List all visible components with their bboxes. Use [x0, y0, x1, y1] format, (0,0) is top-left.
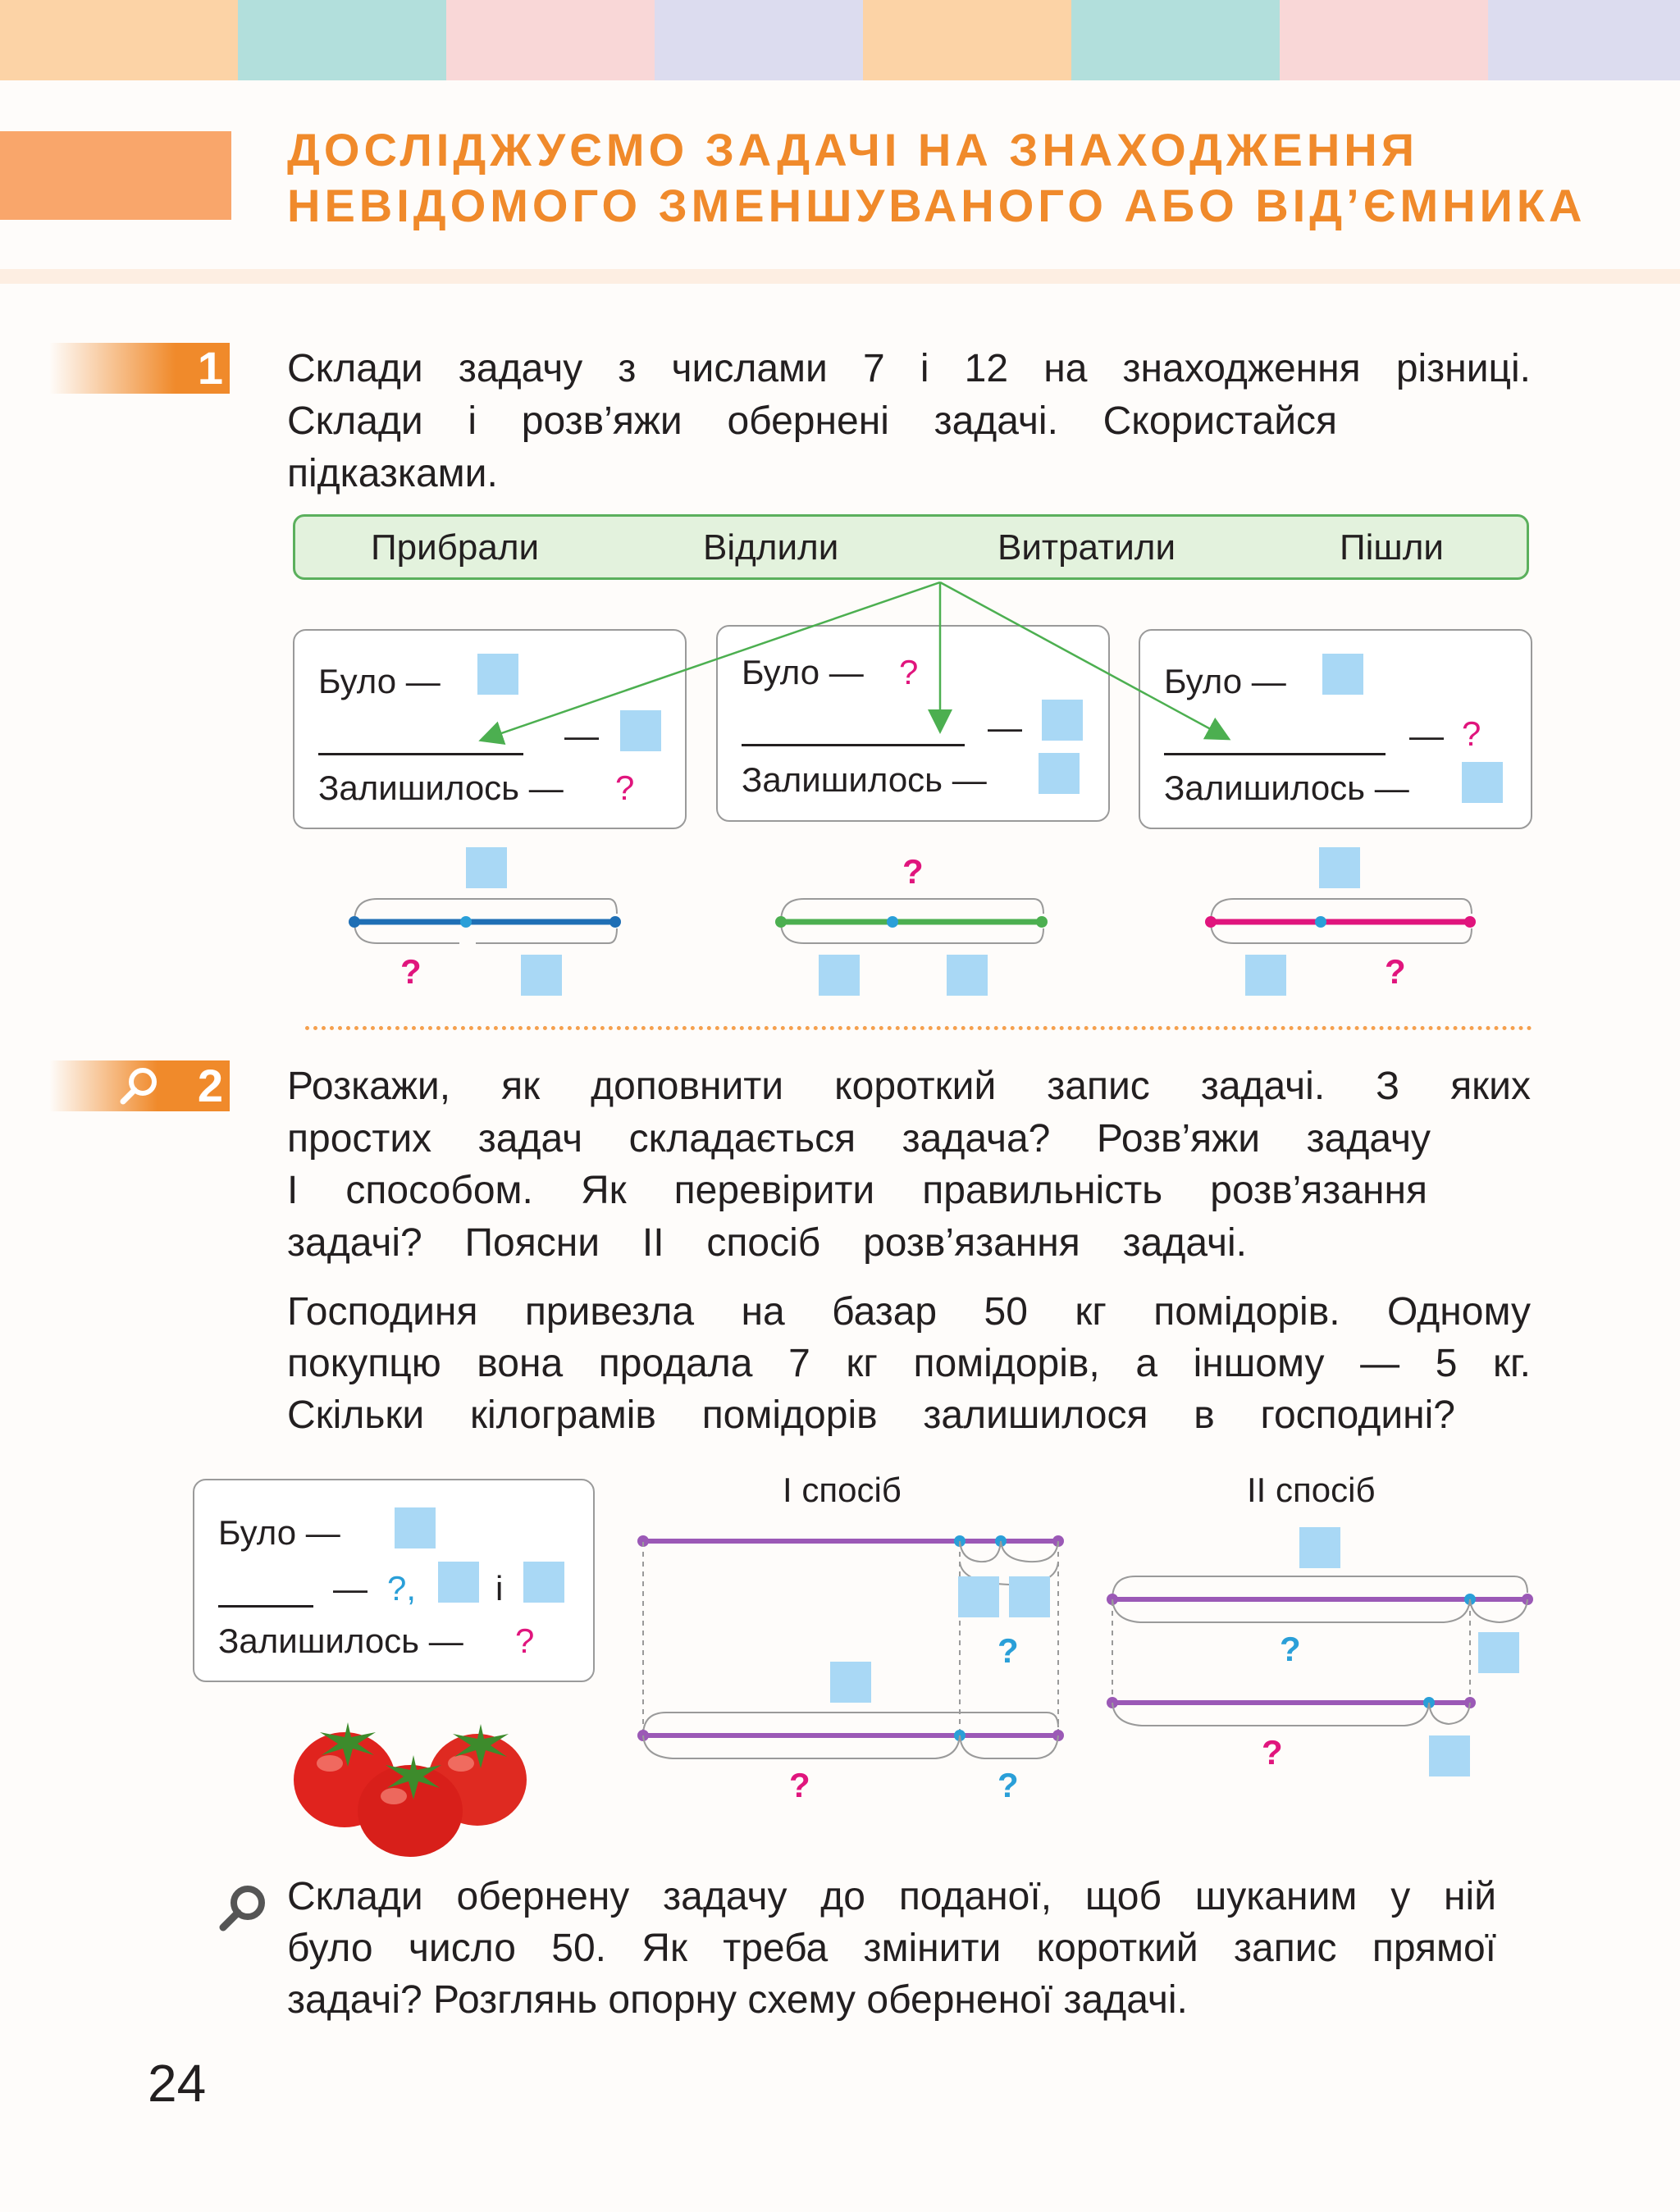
- task1-line: підказками.: [287, 452, 498, 495]
- question-mark: ?: [615, 768, 635, 807]
- question-mark: ?: [899, 653, 919, 691]
- hint-word: Пішли: [1340, 527, 1444, 568]
- task1-line: Склади задачу з числами 7 і 12 на знаходження різниці.: [287, 347, 1531, 390]
- task2-intro-line: простих задач складається задача? Розв’яжи задачу: [287, 1117, 1431, 1161]
- question-mark: ?: [998, 1631, 1019, 1670]
- hint-word: Відлили: [703, 527, 839, 568]
- dash: —: [333, 1569, 368, 1608]
- question-mark: ?: [1385, 952, 1406, 991]
- question-mark: ?: [1280, 1630, 1301, 1668]
- page-title-line1: ДОСЛІДЖУЄМО ЗАДАЧІ НА ЗНАХОДЖЕННЯ: [287, 124, 1418, 176]
- left-label: Залишилось —: [742, 760, 987, 799]
- task3-line: Склади обернену задачу до поданої, щоб шуканим у ній: [287, 1875, 1496, 1918]
- and-label: і: [495, 1569, 504, 1608]
- question-mark: ?: [400, 952, 422, 991]
- method-2-label: ІІ спосіб: [1247, 1471, 1376, 1509]
- answer-box: [1009, 1576, 1050, 1617]
- question-mark: ?: [515, 1621, 535, 1660]
- answer-box: [958, 1576, 999, 1617]
- problem-line: Скільки кілограмів помідорів залишилося в господині?: [287, 1393, 1455, 1437]
- page-title-line2: НЕВІДОМОГО ЗМЕНШУВАНОГО АБО ВІД’ЄМНИКА: [287, 180, 1586, 231]
- question-mark: ?: [1462, 714, 1481, 753]
- left-label: Залишилось —: [318, 768, 564, 807]
- left-label: Залишилось —: [218, 1621, 463, 1660]
- problem-line: Господиня привезла на базар 50 кг помідорів. Одному: [287, 1290, 1531, 1334]
- answer-box: [1478, 1632, 1519, 1673]
- question-mark: ?,: [387, 1569, 417, 1608]
- question-mark: ?: [789, 1766, 810, 1804]
- dash: —: [988, 708, 1022, 746]
- problem-line: покупцю вона продала 7 кг помідорів, а іншому — 5 кг.: [287, 1342, 1531, 1385]
- was-label: Було —: [1164, 662, 1286, 700]
- answer-box: [830, 1662, 871, 1703]
- task-number: 2: [197, 1060, 223, 1111]
- question-mark: ?: [998, 1766, 1019, 1804]
- page-number: 24: [148, 2054, 207, 2113]
- hint-word: Витратили: [998, 527, 1176, 568]
- method-1-label: І спосіб: [783, 1471, 902, 1509]
- magnifier-icon: [215, 1880, 272, 1937]
- answer-box: [1299, 1527, 1340, 1568]
- left-label: Залишилось —: [1164, 768, 1409, 807]
- task3-line: задачі? Розглянь опорну схему оберненої задачі.: [287, 1978, 1188, 2022]
- task-number: 1: [197, 342, 223, 394]
- task2-intro-line: Розкажи, як доповнити короткий запис задачі. З яких: [287, 1065, 1531, 1108]
- answer-box: [1429, 1735, 1470, 1776]
- task2-intro-line: І способом. Як перевірити правильність розв’язання: [287, 1169, 1427, 1212]
- hint-word: Прибрали: [371, 527, 540, 568]
- was-label: Було —: [318, 662, 441, 700]
- question-mark: ?: [902, 852, 924, 891]
- task2-intro-line: задачі? Поясни ІІ спосіб розв’язання задачі.: [287, 1221, 1247, 1265]
- dash: —: [564, 716, 599, 755]
- question-mark: ?: [1262, 1733, 1283, 1772]
- was-label: Було —: [218, 1513, 340, 1552]
- was-label: Було —: [742, 653, 864, 691]
- dash: —: [1409, 716, 1444, 755]
- task1-line: Склади і розв’яжи обернені задачі. Скористайся: [287, 399, 1337, 443]
- task3-line: було число 50. Як треба змінити короткий запис прямої: [287, 1927, 1496, 1970]
